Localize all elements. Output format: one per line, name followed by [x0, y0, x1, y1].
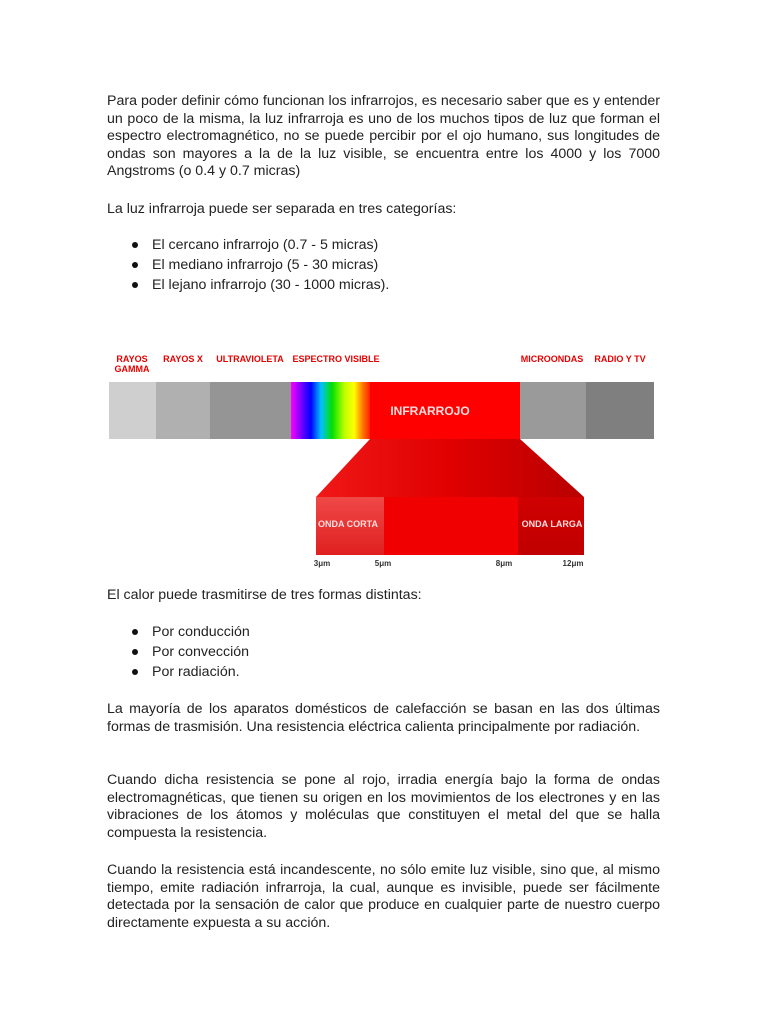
heat-list-wrap	[107, 622, 660, 682]
incandescent-section	[107, 862, 660, 932]
band-microwave	[520, 382, 586, 439]
list-item: El cercano infrarrojo (0.7 - 5 micras)	[152, 235, 660, 255]
band-ultraviolet	[210, 382, 291, 439]
list-item: Por conducción	[152, 622, 660, 642]
tick-label: 3μm	[313, 559, 331, 568]
label-gamma-line2: GAMMA	[114, 364, 150, 374]
band-xray	[156, 382, 210, 439]
tick-label: 8μm	[495, 559, 513, 568]
infrared-zoom-connector	[316, 439, 584, 497]
label-radio: RADIO Y TV	[594, 354, 646, 364]
document-body	[107, 93, 660, 181]
heat-section	[107, 587, 660, 605]
label-uv: ULTRAVIOLETA	[216, 354, 284, 364]
label-xray: RAYOS X	[163, 354, 203, 364]
list-item: Por convección	[152, 642, 660, 662]
categories-list	[107, 235, 660, 295]
label-microwave: MICROONDAS	[520, 354, 584, 364]
resistance-paragraph: Cuando dicha resistencia se pone al rojo, irradia energía bajo la forma de ondas electromagnéticas, que tienen su origen en los movimientos de los electrones y en las vibraciones de los átomos y moléculas que constituyen el metal del que se halla compuesta la resistencia.	[107, 772, 660, 841]
label-long-wave: ONDA LARGA	[521, 519, 583, 529]
incandescent-paragraph: Cuando la resistencia está incandescente, no sólo emite luz visible, sino que, al mismo tiempo, emite radiación infrarroja, la cual, aunque es invisible, puede ser fácilmente detectada por la sensación de calor que produce en cualquier parte de nuestro cuerpo directamente expuesta a su acción.	[107, 862, 660, 931]
intro-paragraph: Para poder definir cómo funcionan los infrarrojos, es necesario saber que es y entender un poco de la misma, la luz infrarroja es uno de los muchos tipos de luz que forman el espectro electromagnético, no se puede percibir por el ojo humano, sus longitudes de ondas son mayores a la de la luz visible, se encuentra entre los 4000 y los 7000 Angstroms (o 0.4 y 0.7 micras)	[107, 93, 660, 180]
label-gamma-line1: RAYOS	[116, 354, 148, 364]
categories-section	[107, 201, 660, 219]
tick-label: 12μm	[562, 559, 584, 568]
band-visible	[291, 382, 370, 439]
categories-list-wrap	[107, 235, 660, 295]
list-item: El mediano infrarrojo (5 - 30 micras)	[152, 255, 660, 275]
devices-paragraph: La mayoría de los aparatos domésticos de calefacción se basan en las dos últimas formas de trasmisión. Una resistencia eléctrica calienta principalmente por radiación.	[107, 701, 660, 735]
tick-label: 5μm	[374, 559, 392, 568]
label-visible: ESPECTRO VISIBLE	[292, 354, 380, 364]
resistance-section	[107, 772, 660, 842]
devices-section	[107, 701, 660, 736]
label-short-wave: ONDA CORTA	[318, 519, 378, 529]
band-radio	[586, 382, 654, 439]
spectrum-svg	[108, 345, 656, 570]
band-gamma	[109, 382, 156, 439]
list-item: Por radiación.	[152, 662, 660, 682]
categories-intro: La luz infrarroja puede ser separada en tres categorías:	[107, 201, 457, 217]
electromagnetic-spectrum-diagram	[108, 345, 656, 570]
band-mid-wave	[384, 497, 518, 555]
heat-forms-list	[107, 622, 660, 682]
heat-intro: El calor puede trasmitirse de tres formas distintas:	[107, 587, 422, 603]
list-item: El lejano infrarrojo (30 - 1000 micras).	[152, 275, 660, 295]
label-infrared: INFRARROJO	[390, 404, 470, 418]
